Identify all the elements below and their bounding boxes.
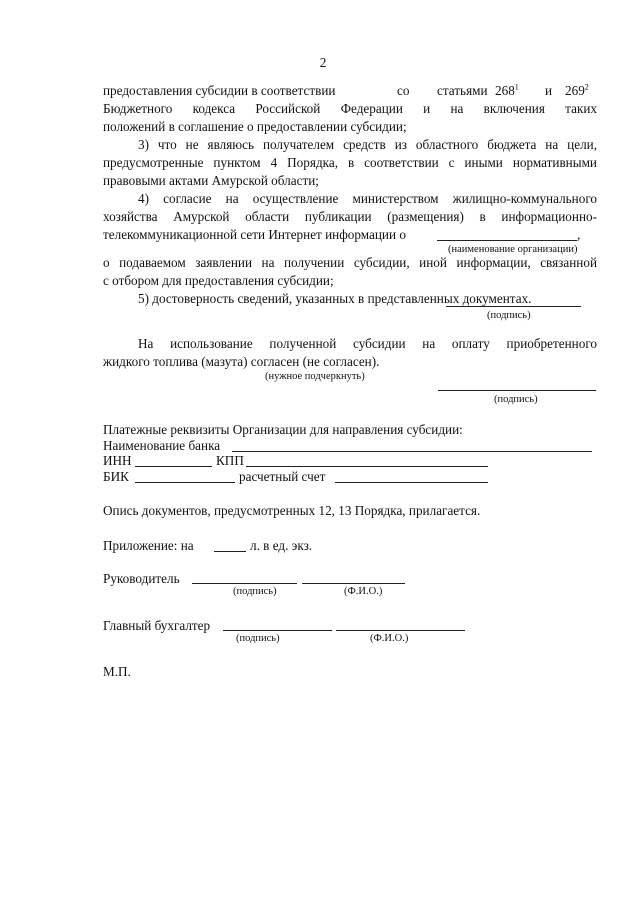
organization-name-caption: (наименование организации)	[448, 244, 578, 255]
article-269-number: 269	[565, 83, 585, 98]
accountant-label: Главный бухгалтер	[103, 618, 211, 633]
item4-line1: 4) согласие на осуществление министерством жилищно-коммунального	[138, 191, 597, 206]
article-268-superscript: 1	[514, 82, 519, 92]
consent-signature-field[interactable]	[438, 390, 596, 391]
item5-line1: 5) достоверность сведений, указанных в представленных документах.	[138, 291, 532, 306]
bank-name-label: Наименование банка	[103, 438, 221, 453]
head-signature-field[interactable]	[192, 583, 297, 584]
bik-label: БИК	[103, 469, 129, 484]
head-name-field[interactable]	[302, 583, 405, 584]
inventory-statement: Опись документов, предусмотренных 12, 13 Порядка, прилагается.	[103, 503, 481, 518]
article-268	[495, 82, 519, 100]
para1-line1-part-c: статьями	[437, 83, 488, 98]
item3-line2: предусмотренные пунктом 4 Порядка, в соответствии с иными нормативными	[103, 155, 597, 170]
para1-and: и	[545, 83, 553, 98]
accountant-name-caption: (Ф.И.О.)	[370, 633, 409, 644]
consent-signature-caption: (подпись)	[494, 394, 538, 405]
appendix-suffix: л. в ед. экз.	[250, 538, 313, 553]
consent-underline-caption: (нужное подчеркнуть)	[265, 371, 365, 382]
kpp-field[interactable]	[246, 466, 488, 467]
requisites-heading: Платежные реквизиты Организации для направления субсидии:	[103, 422, 463, 437]
item3-line1: 3) что не являюсь получателем средств из областного бюджета на цели,	[138, 137, 597, 152]
para1-line3: положений в соглашение о предоставлении субсидии;	[103, 119, 407, 134]
item4-line5: с отбором для предоставления субсидии;	[103, 273, 334, 288]
bik-field[interactable]	[135, 482, 235, 483]
item5-signature-field[interactable]	[446, 306, 581, 307]
stamp-place: М.П.	[103, 664, 131, 679]
account-label: расчетный счет	[239, 469, 326, 484]
head-signature-caption: (подпись)	[233, 586, 277, 597]
item4-comma: ,	[577, 227, 581, 242]
para1-line1-part-b: со	[397, 83, 410, 98]
organization-name-field[interactable]	[437, 240, 577, 241]
para1-line1-part-a: предоставления субсидии в соответствии	[103, 83, 336, 98]
consent-line1: На использование полученной субсидии на оплату приобретенного	[138, 336, 597, 351]
item4-line2: хозяйства Амурской области публикации (размещения) в информационно-	[103, 209, 597, 224]
head-name-caption: (Ф.И.О.)	[344, 586, 383, 597]
appendix-prefix: Приложение: на	[103, 538, 194, 553]
article-269-superscript: 2	[584, 82, 589, 92]
item4-line3: телекоммуникационной сети Интернет информации о	[103, 227, 406, 242]
appendix-pages-field[interactable]	[214, 551, 246, 552]
accountant-name-field[interactable]	[336, 630, 465, 631]
head-label: Руководитель	[103, 571, 180, 586]
kpp-label: КПП	[216, 453, 244, 468]
account-field[interactable]	[335, 482, 488, 483]
consent-line2: жидкого топлива (мазута) согласен (не согласен).	[103, 354, 380, 369]
page-number: 2	[319, 55, 327, 70]
inn-field[interactable]	[135, 466, 212, 467]
item3-line3: правовыми актами Амурской области;	[103, 173, 319, 188]
accountant-signature-field[interactable]	[223, 630, 332, 631]
inn-label: ИНН	[103, 453, 132, 468]
item4-line4: о подаваемом заявлении на получении субсидии, иной информации, связанной	[103, 255, 597, 270]
article-268-number: 268	[495, 83, 515, 98]
para1-line2: Бюджетного кодекса Российской Федерации и на включения таких	[103, 101, 597, 116]
item5-signature-caption: (подпись)	[487, 310, 531, 321]
article-269	[565, 82, 589, 100]
accountant-signature-caption: (подпись)	[236, 633, 280, 644]
bank-name-field[interactable]	[232, 451, 592, 452]
